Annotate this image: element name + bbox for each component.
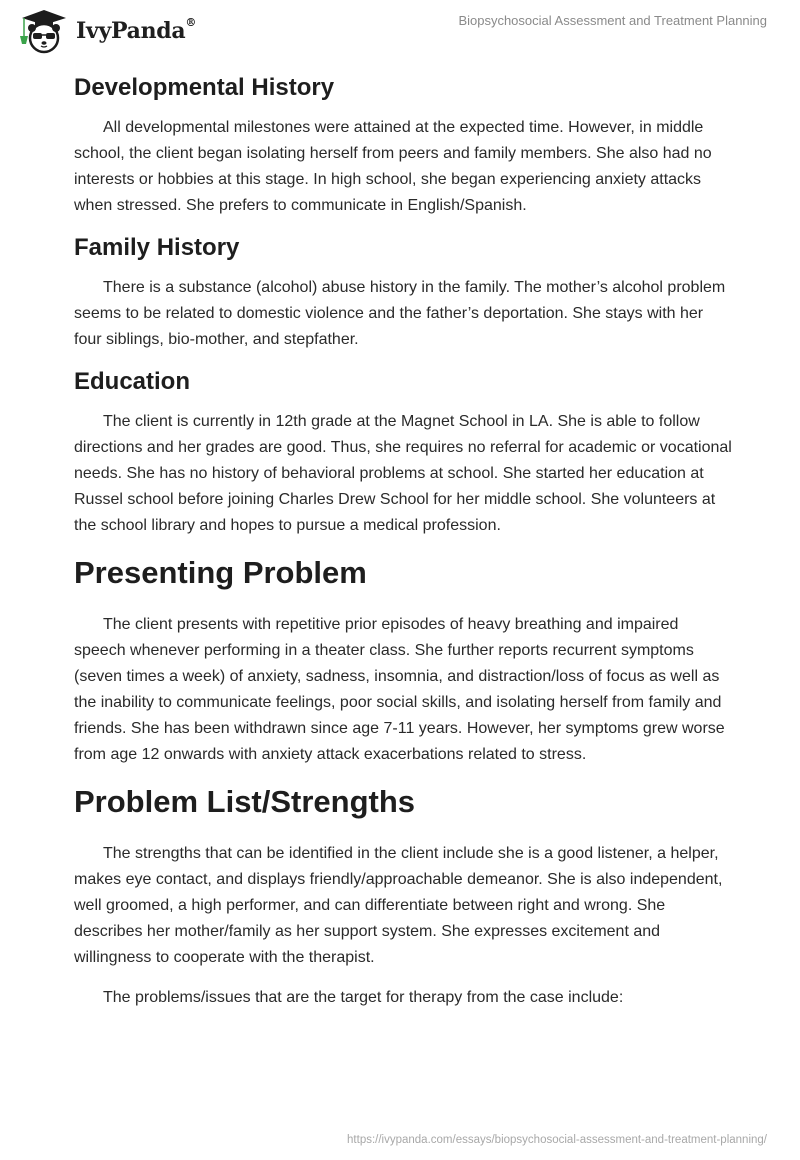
brand-name: IvyPanda®	[76, 16, 197, 44]
section-family-history	[74, 228, 734, 362]
page-header	[0, 0, 800, 60]
section-heading: Developmental History	[74, 74, 335, 101]
paragraph: The client presents with repetitive prior episodes of heavy breathing and impaired speech whenever performing in a theater class. She further reports recurrent symptoms (seven times a week) of anxiety, sadness, insomnia, and distraction/loss of focus as well as the inability to communicate feelings, poor social skills, and isolating herself from family and friends. She has been withdrawn since age 7-11 years. However, her symptoms grew worse from age 12 onwards with anxiety attack exacerbations related to stress.	[74, 616, 725, 763]
paragraph: All developmental milestones were attained at the expected time. However, in middle school, the client began isolating herself from peers and family members. She also had no interests or hobbies at this stage. In high school, she began experiencing anxiety attacks when stressed. She prefers to communicate in English/Spanish.	[74, 119, 712, 214]
source-url[interactable]: https://ivypanda.com/essays/biopsychosocial-assessment-and-treatment-planning/	[347, 1134, 767, 1146]
section-problem-list-strengths	[74, 777, 734, 1011]
paragraph: There is a substance (alcohol) abuse history in the family. The mother’s alcohol problem seems to be related to domestic violence and the father’s deportation. She stays with her four siblings, bio-mother, and stepfather.	[74, 279, 726, 348]
essay-content	[74, 68, 734, 1011]
paragraph: The strengths that can be identified in the client include she is a good listener, a helper, makes eye contact, and displays friendly/approachable demeanor. She is also independent, well groomed, a high performer, and can differentiate between right and wrong. She describes her mother/family as her support system. She expresses excitement and willingness to cooperate with the therapist.	[74, 845, 723, 966]
brand-logo[interactable]	[16, 8, 196, 54]
section-heading: Problem List/Strengths	[74, 784, 416, 819]
document-title: Biopsychosocial Assessment and Treatment Planning	[458, 13, 767, 28]
section-heading: Education	[74, 368, 191, 395]
section-developmental-history	[74, 68, 734, 228]
panda-graduate-icon	[16, 8, 72, 54]
section-presenting-problem	[74, 548, 734, 777]
section-heading: Family History	[74, 234, 240, 261]
section-heading: Presenting Problem	[74, 555, 367, 590]
paragraph: The client is currently in 12th grade at the Magnet School in LA. She is able to follow directions and her grades are good. Thus, she requires no referral for academic or vocational needs. She has no history of behavioral problems at school. She started her education at Russel school before joining Charles Drew School for her middle school. She volunteers at the school library and hopes to pursue a medical profession.	[74, 413, 732, 534]
section-education	[74, 362, 734, 548]
paragraph: The problems/issues that are the target for therapy from the case include:	[103, 989, 624, 1006]
